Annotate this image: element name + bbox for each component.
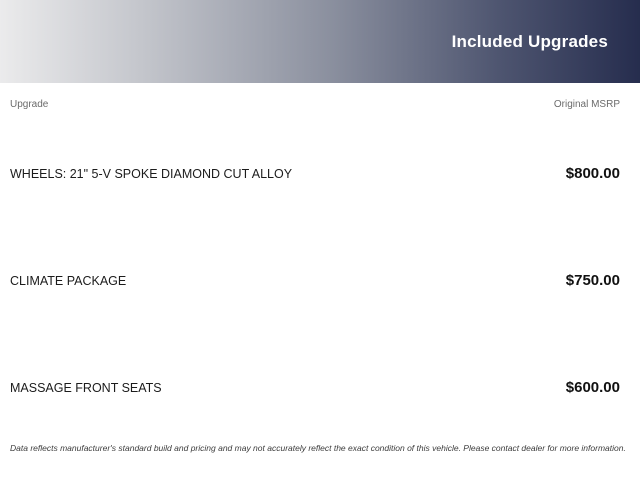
upgrade-name: WHEELS: 21" 5-V SPOKE DIAMOND CUT ALLOY [10,166,293,181]
upgrade-name: CLIMATE PACKAGE [10,273,127,288]
upgrade-price: $800.00 [565,165,620,182]
column-header-msrp: Original MSRP [553,99,620,110]
upgrades-list [0,120,640,441]
table-row [0,120,640,227]
table-column-headers [0,83,640,120]
page-title: Included Upgrades [451,31,608,51]
upgrade-name: MASSAGE FRONT SEATS [10,380,162,395]
table-row [0,227,640,334]
table-row [0,334,640,441]
disclaimer-text: Data reflects manufacturer's standard build and pricing and may not accurately reflect the exact condition of this vehicle. Please contact dealer for more information. [10,443,626,453]
upgrade-price: $600.00 [565,379,620,396]
header-banner [0,0,640,83]
upgrade-price: $750.00 [565,272,620,289]
column-header-upgrade: Upgrade [10,99,49,110]
